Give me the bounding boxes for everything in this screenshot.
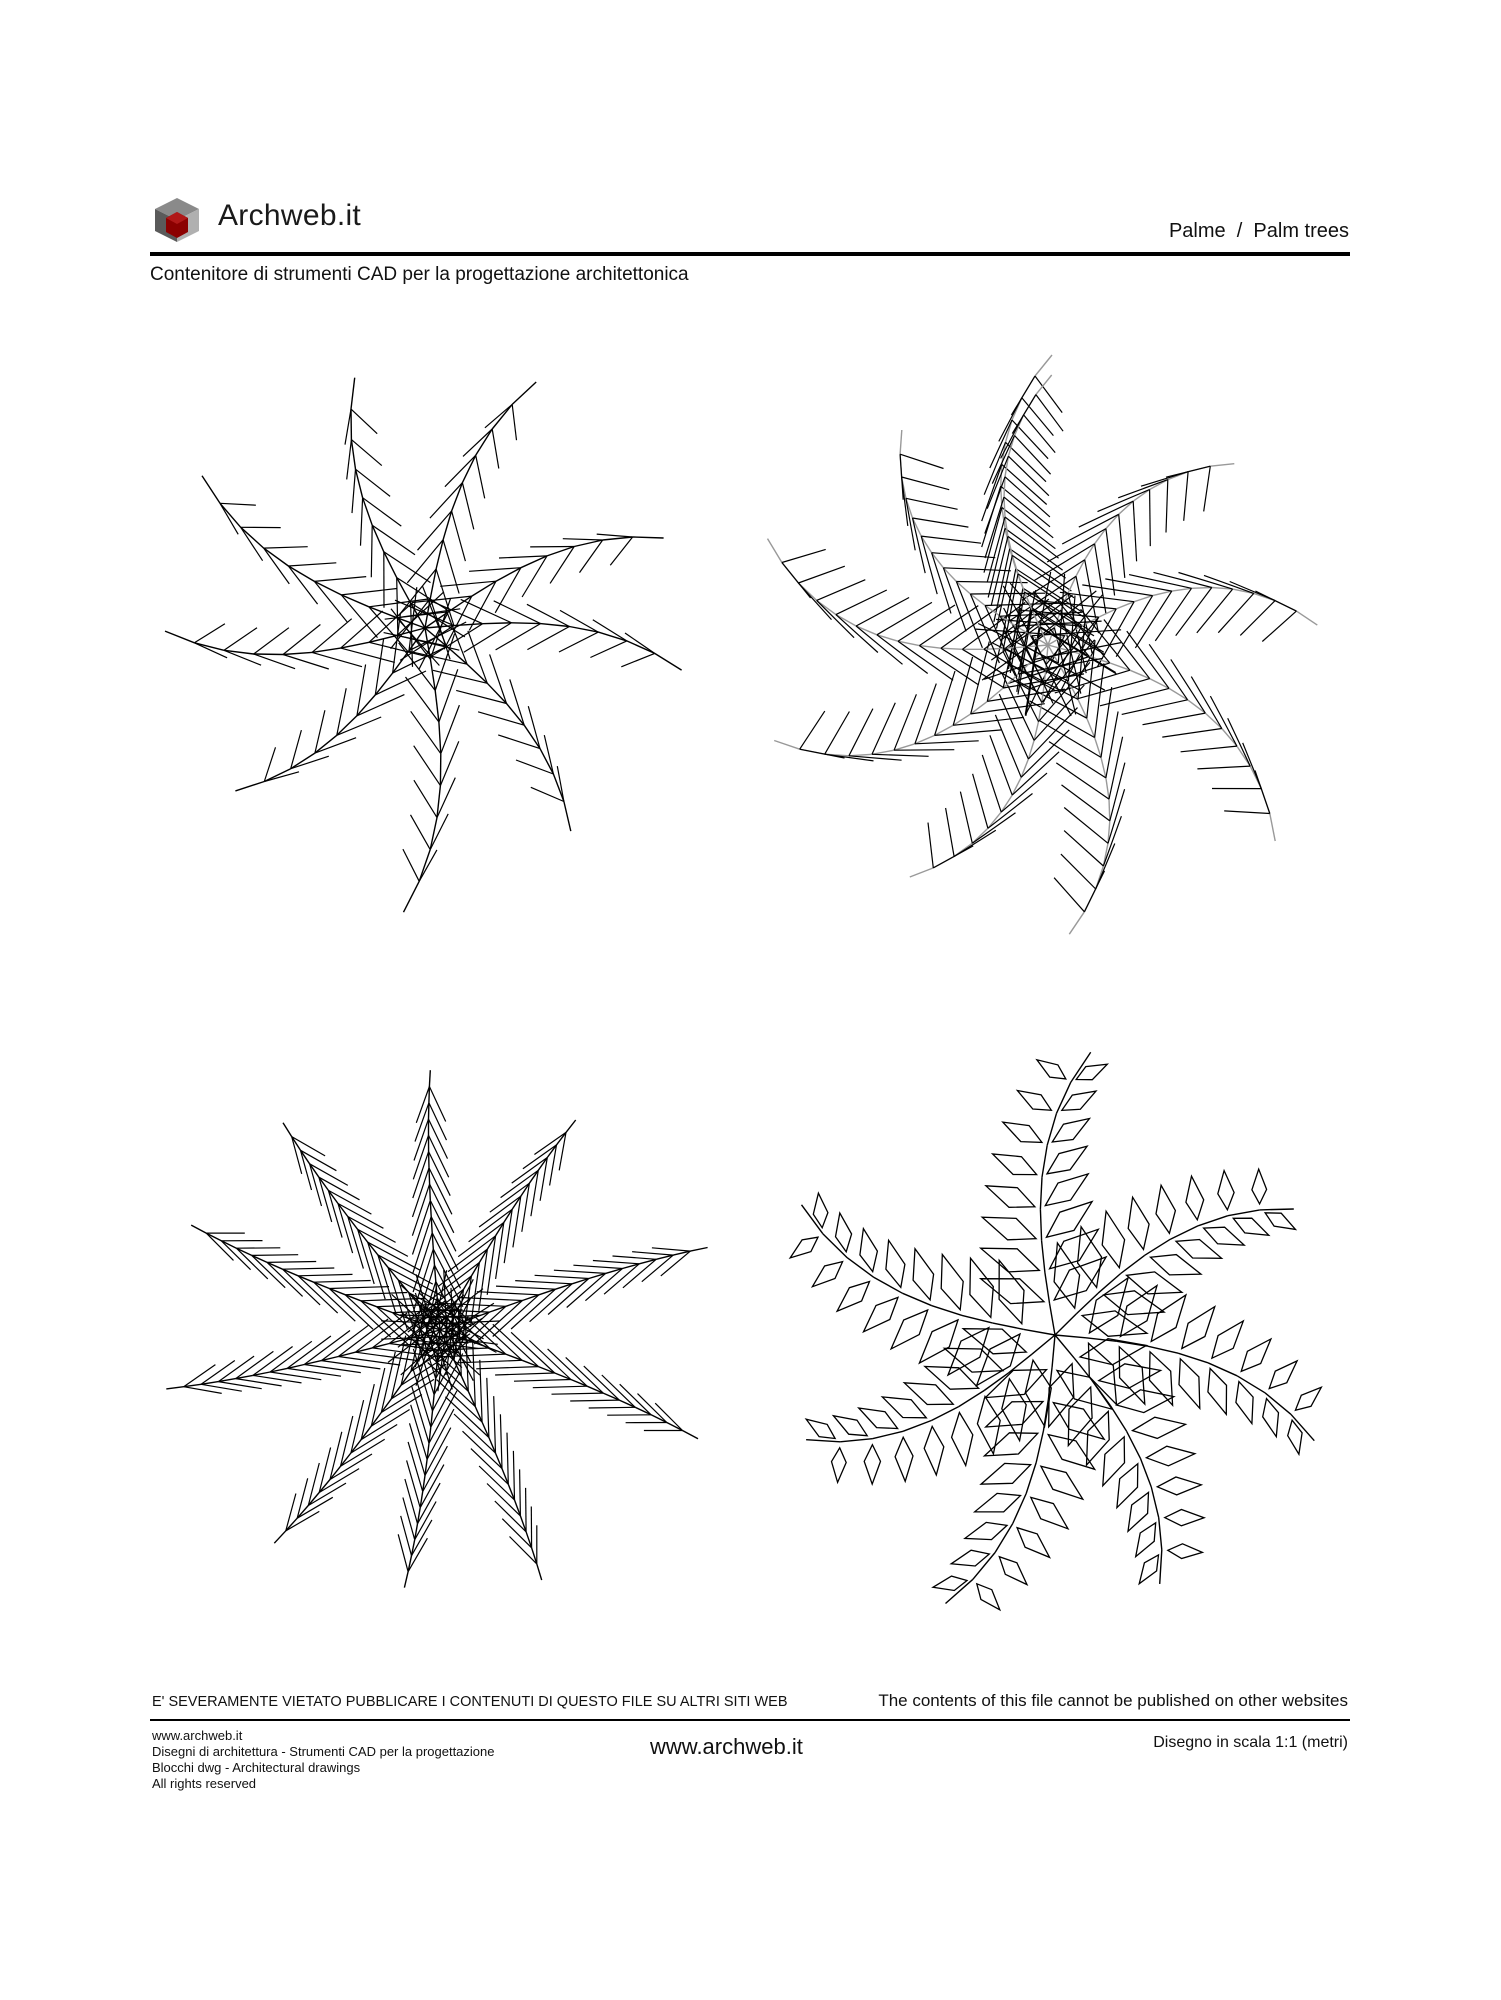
palm-tree-plan-icon: [748, 330, 1348, 950]
footer-url: www.archweb.it: [650, 1734, 803, 1759]
header-divider: [150, 252, 1350, 256]
subtitle: Contenitore di strumenti CAD per la progettazione architettonica: [150, 264, 689, 285]
drawing-scale: Disegno in scala 1:1 (metri): [1153, 1734, 1348, 1751]
brand-name: Archweb.it: [218, 199, 362, 232]
palm-tree-plan-icon: [140, 338, 710, 928]
footer-line: All rights reserved: [152, 1776, 257, 1791]
footer-info: [152, 1728, 495, 1792]
sheet-title: Palme / Palm trees: [1168, 220, 1349, 242]
footer-line: Disegni di architettura - Strumenti CAD per la progettazione: [152, 1744, 495, 1759]
footer-line: Blocchi dwg - Architectural drawings: [152, 1760, 361, 1775]
copyright-warning-english: The contents of this file cannot be published on other websites: [878, 1691, 1348, 1710]
footer-divider: [150, 1719, 1350, 1721]
cube-logo-icon: [152, 196, 202, 244]
palm-tree-plan-icon: [760, 1040, 1360, 1640]
palm-tree-plan-icon: [140, 1020, 740, 1640]
footer-line: www.archweb.it: [152, 1728, 243, 1743]
copyright-warning-italian: E' SEVERAMENTE VIETATO PUBBLICARE I CONTENUTI DI QUESTO FILE SU ALTRI SITI WEB: [152, 1694, 788, 1710]
